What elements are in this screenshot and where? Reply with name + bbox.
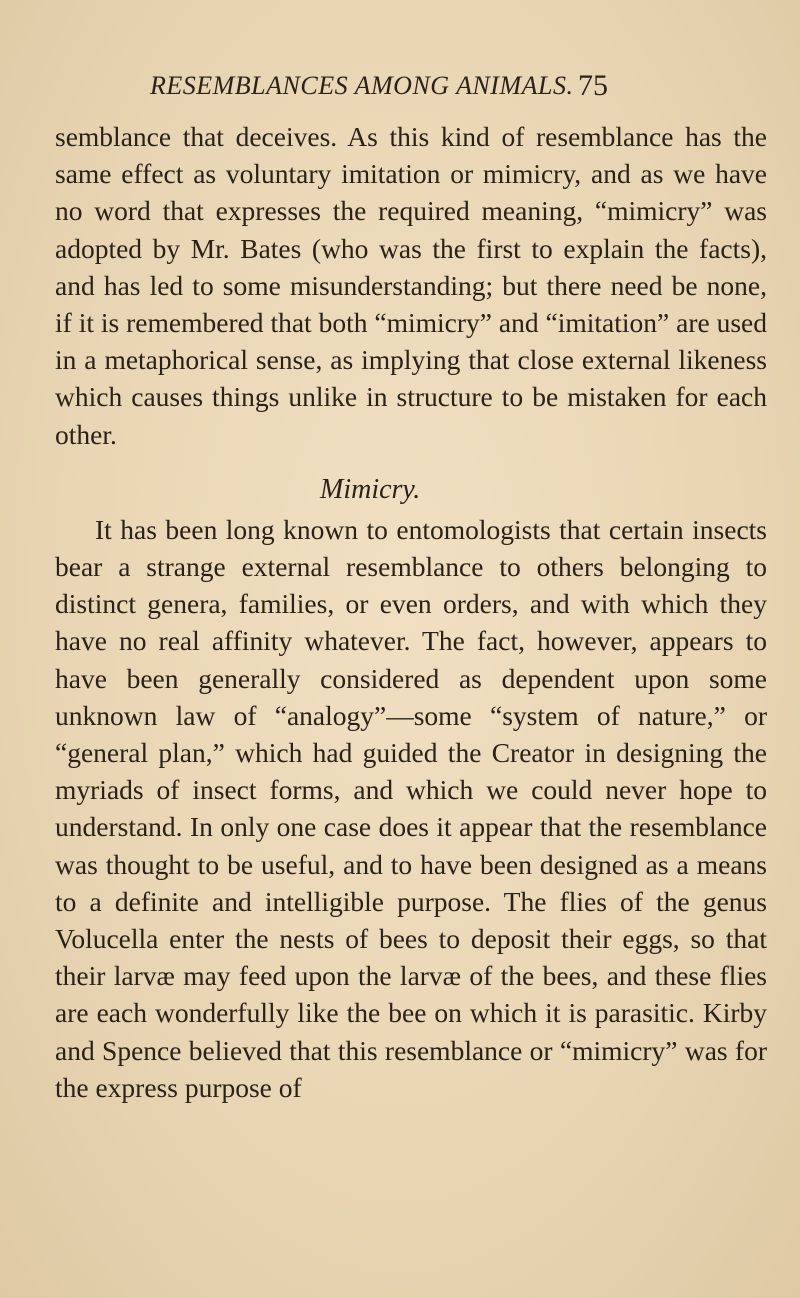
paragraph: It has been long known to entomologists that certain insects bear a strange external resemblance to others belonging to distinct genera, families, or even orders, and with which they have no real affinity whatever. The fact, however, appears to have been generally considered as dependent upon some unknown law of “analogy”—some “system of nature,” or “general plan,” which had guided the Creator in designing the myriads of insect forms, and which we could never hope to understand. In only one case does it appear that the resemblance was thought to be useful, and to have been designed as a means to a definite and intelligible purpose. The flies of the genus Volucella enter the nests of bees to deposit their eggs, so that their larvæ may feed upon the larvæ of the bees, and these flies are each wonderfully like the bee on which it is parasitic. Kirby and Spence believed that this resemblance or “mimicry” was for the express purpose of — [55, 513, 767, 1103]
section-heading: Mimicry. — [320, 473, 421, 505]
page-number: 75 — [578, 69, 608, 102]
running-head-title: RESEMBLANCES AMONG ANIMALS. — [150, 71, 574, 100]
body-text — [55, 118, 767, 1106]
running-head — [0, 66, 800, 106]
paragraph-continued: semblance that deceives. As this kind of resemblance has the same effect as voluntary imitation or mimicry, and as we have no word that expresses the required meaning, “mimicry” was adopted by Mr. Bates (who was the first to explain the facts), and has led to some misunderstanding; but there need be none, if it is remembered that both “mimicry” and “imitation” are used in a metaphorical sense, as implying that close external likeness which causes things unlike in structure to be mistaken for each other. — [55, 121, 767, 450]
